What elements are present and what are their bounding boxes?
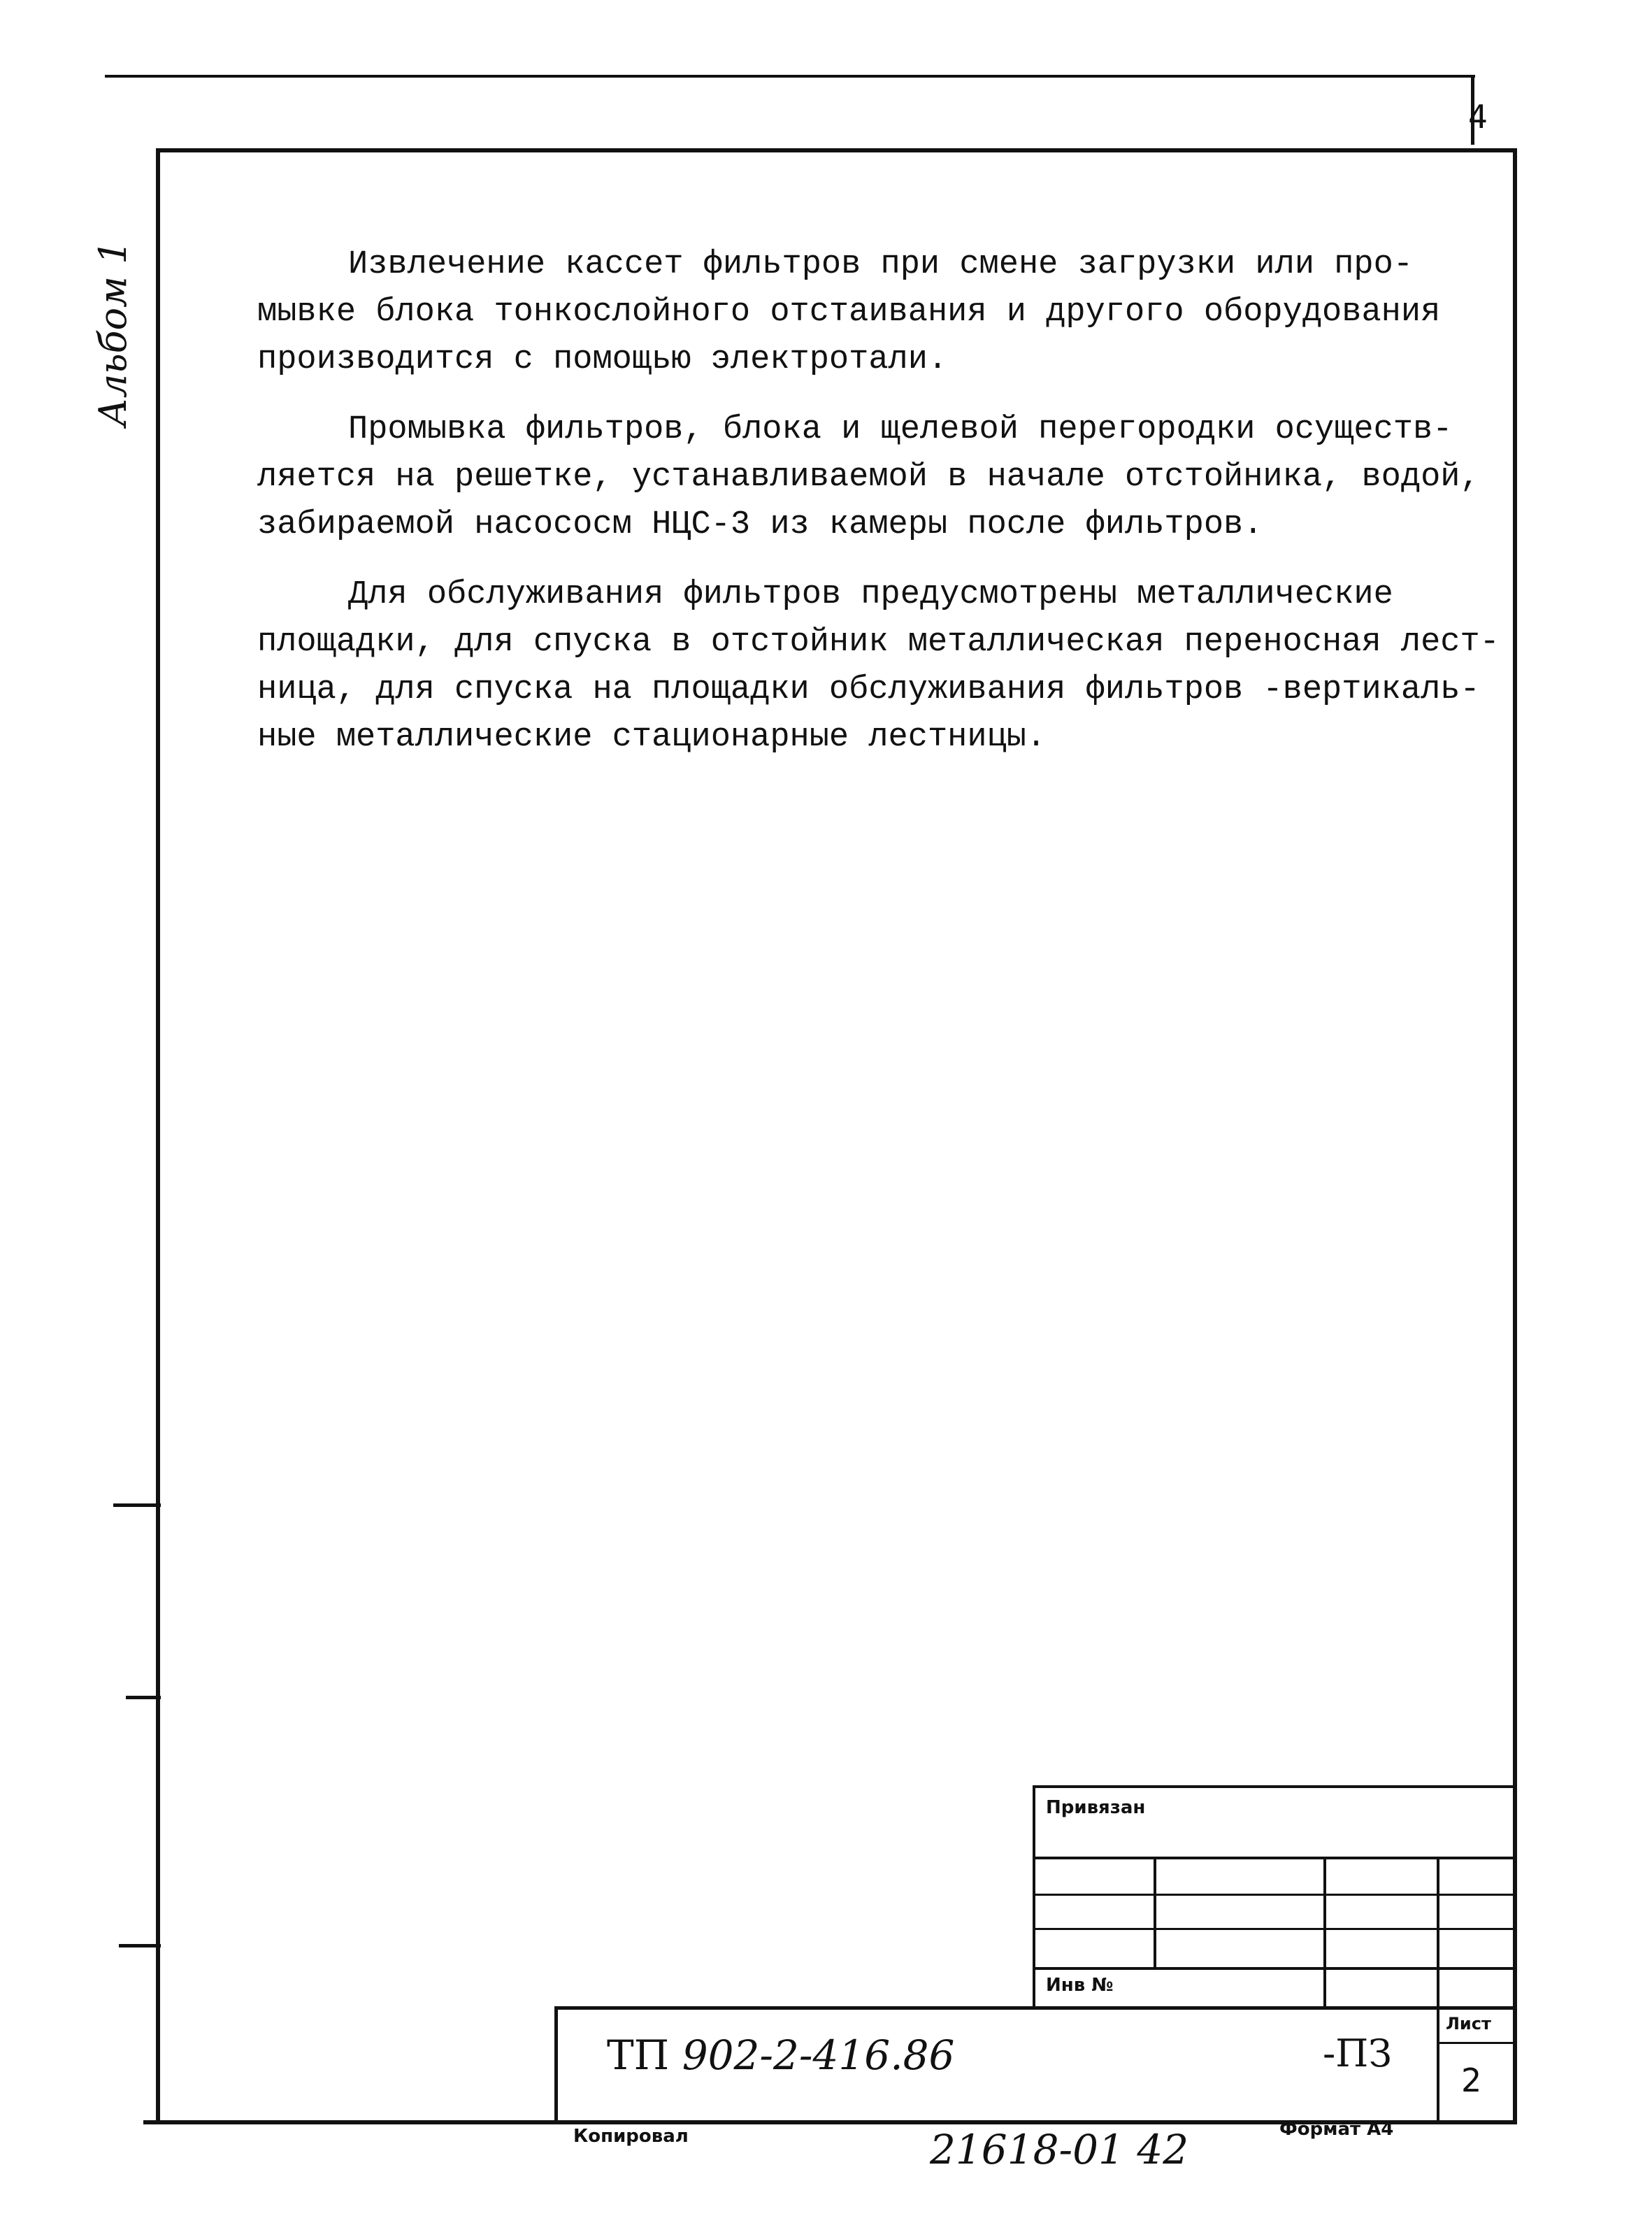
text-line: ные металлические стационарные лестницы. xyxy=(257,719,1047,756)
top-border-line xyxy=(105,75,1475,78)
document-code xyxy=(607,2031,954,2079)
document-code-number: 902-2-416.86 xyxy=(682,2031,955,2079)
stamp-line xyxy=(1033,1967,1517,1970)
document-code-prefix: ТП xyxy=(607,2031,670,2079)
stamp-line xyxy=(1033,1857,1517,1859)
stamp-line xyxy=(1154,1857,1156,1970)
text-line: площадки, для спуска в отстойник металлическая переносная лест- xyxy=(257,624,1500,661)
stamp-line xyxy=(1033,1928,1517,1930)
frame-left-line xyxy=(156,148,160,2124)
stamp-line xyxy=(1437,2042,1517,2044)
stamp-line xyxy=(1033,1785,1517,1788)
margin-tick xyxy=(113,1503,161,1507)
document-code-suffix: -ПЗ xyxy=(1323,2031,1392,2075)
paragraph xyxy=(257,241,1502,384)
paragraph xyxy=(257,406,1502,549)
stamp-line xyxy=(1323,1857,1326,2009)
text-line: ляется на решетке, устанавливаемой в начале отстойника, водой, xyxy=(257,459,1480,496)
frame-top-line xyxy=(156,148,1517,152)
text-line: забираемой насососм НЦС-3 из камеры после фильтров. xyxy=(257,506,1263,543)
format-label: Формат А4 xyxy=(1279,2119,1394,2140)
margin-tick xyxy=(126,1696,161,1699)
stamp-line xyxy=(1437,1857,1439,2124)
stamp-line xyxy=(554,2006,1517,2010)
body-text xyxy=(257,241,1502,784)
text-line: Для обслуживания фильтров предусмотрены металлические xyxy=(348,576,1393,613)
text-line: Извлечение кассет фильтров при смене загрузки или про- xyxy=(348,246,1414,283)
copy-number: 21618-01 42 xyxy=(930,2126,1189,2173)
copied-by-label: Копировал xyxy=(573,2126,689,2147)
stamp-line xyxy=(554,2006,558,2124)
attached-label: Привязан xyxy=(1046,1797,1146,1818)
text-line: ница, для спуска на площадки обслуживания фильтров -вертикаль- xyxy=(257,671,1480,708)
inventory-label: Инв № xyxy=(1046,1975,1114,1996)
paragraph xyxy=(257,571,1502,762)
text-line: мывке блока тонкослойного отстаивания и другого оборудования xyxy=(257,294,1441,331)
text-line: Промывка фильтров, блока и щелевой перегородки осуществ- xyxy=(348,411,1453,448)
margin-handwritten-note: Альбом 1 xyxy=(91,240,135,427)
stamp-line xyxy=(1033,1785,1035,2009)
margin-tick xyxy=(119,1944,161,1947)
sheet-value: 2 xyxy=(1461,2061,1482,2099)
frame-right-line xyxy=(1513,148,1517,2124)
stamp-line xyxy=(1033,1894,1517,1896)
text-line: производится с помощью электротали. xyxy=(257,341,948,378)
sheet-label: Лист xyxy=(1446,2014,1491,2034)
sheet-number: 4 xyxy=(1468,98,1488,136)
